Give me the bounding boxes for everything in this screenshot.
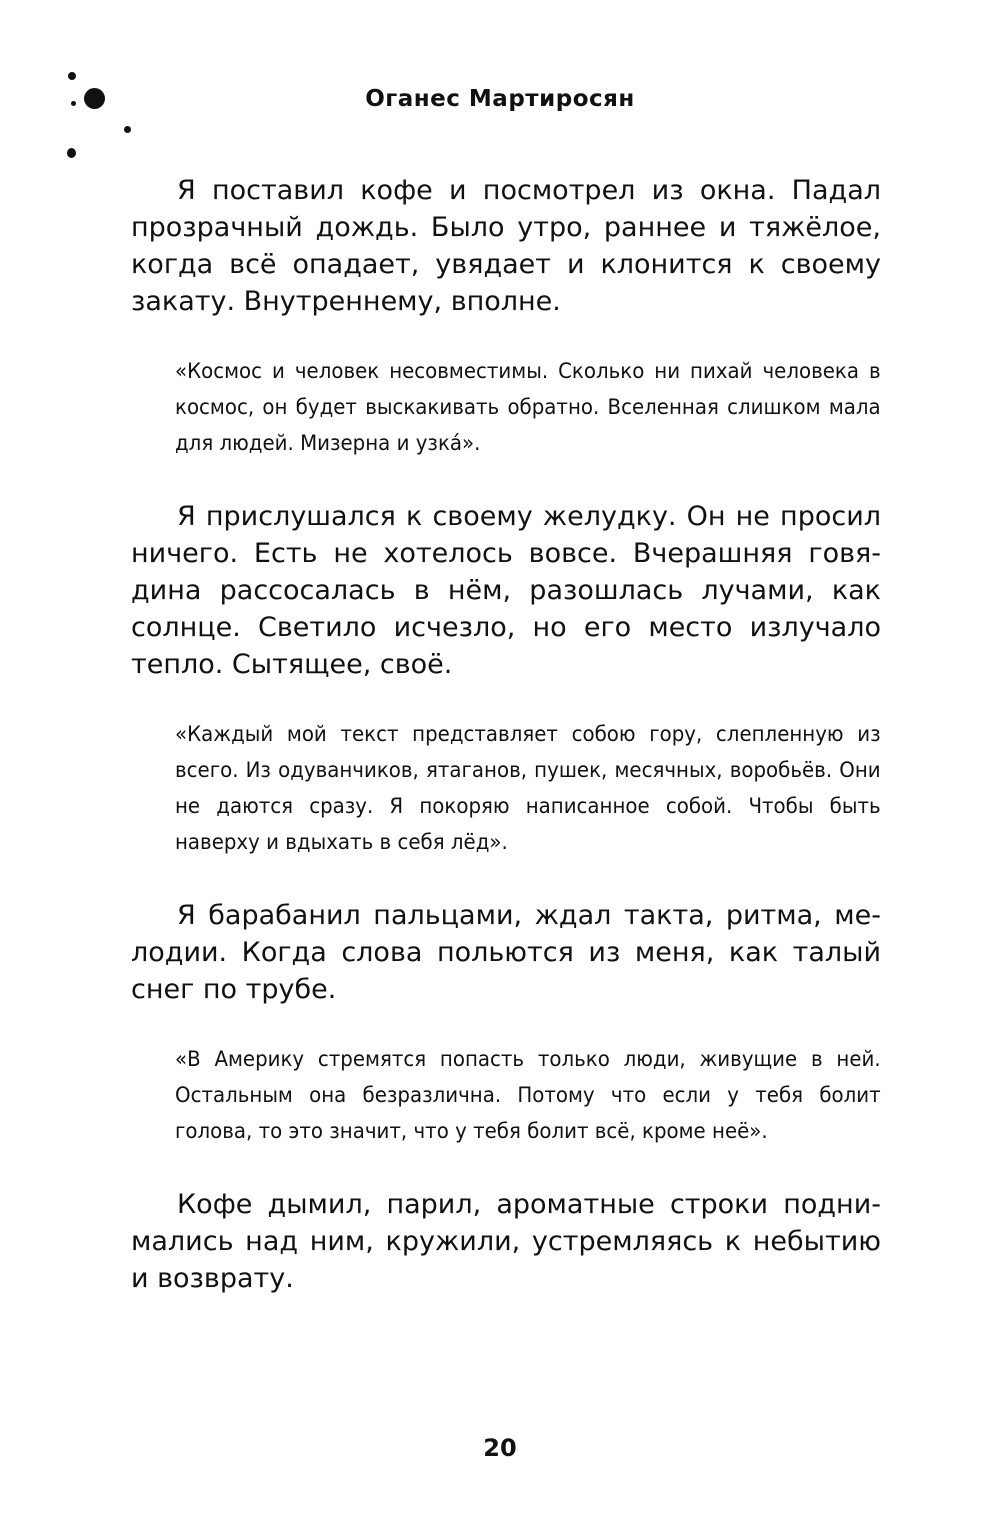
ornament-dot [67, 148, 76, 158]
ornament-dot [124, 126, 131, 133]
paragraph: Я барабанил пальцами, ждал такта, ритма, мелодии. Когда слова польются из меня, как талый снег по трубе. [131, 900, 881, 1005]
quote: «Каждый мой текст представляет собою гору, слепленную из всего. Из одуванчиков, ятаганов, пушек, месячных, воробьёв. Они не даются сразу. Я покоряю написанное собой. Чтобы быть наверху и вдыхать в себя лёд». [175, 722, 881, 855]
ornament-dot [68, 72, 76, 80]
quote: «Космос и человек несовместимы. Сколько ни пихай человека в космос, он будет выскакивать обратно. Вселенная слишком мала для людей. Мизерна и узка́». [175, 359, 881, 456]
paragraph: Я прислушался к своему желудку. Он не просил ничего. Есть не хотелось вовсе. Вчерашняя говядина рассосалась в нём, разошлась лучами, как солнце. Светило исчезло, но его место излучало тепло. Сытящее, своё. [131, 501, 881, 680]
paragraph: Я поставил кофе и посмотрел из окна. Падал прозрачный дождь. Было утро, раннее и тяжёлое, когда всё опадает, увядает и клонится к своему закату. Внутреннему, вполне. [131, 175, 881, 317]
quote: «В Америку стремятся попасть только люди, живущие в ней. Остальным она безразлична. Потому что если у тебя болит голова, то это значит, что у тебя болит всё, кроме неё». [175, 1047, 881, 1144]
running-header: Оганес Мартиросян [365, 86, 635, 112]
page-body [131, 172, 881, 1297]
page-number: 20 [483, 1434, 517, 1462]
paragraph: Кофе дымил, парил, ароматные строки поднимались над ним, кружили, устремляясь к небытию и возврату. [131, 1189, 881, 1294]
